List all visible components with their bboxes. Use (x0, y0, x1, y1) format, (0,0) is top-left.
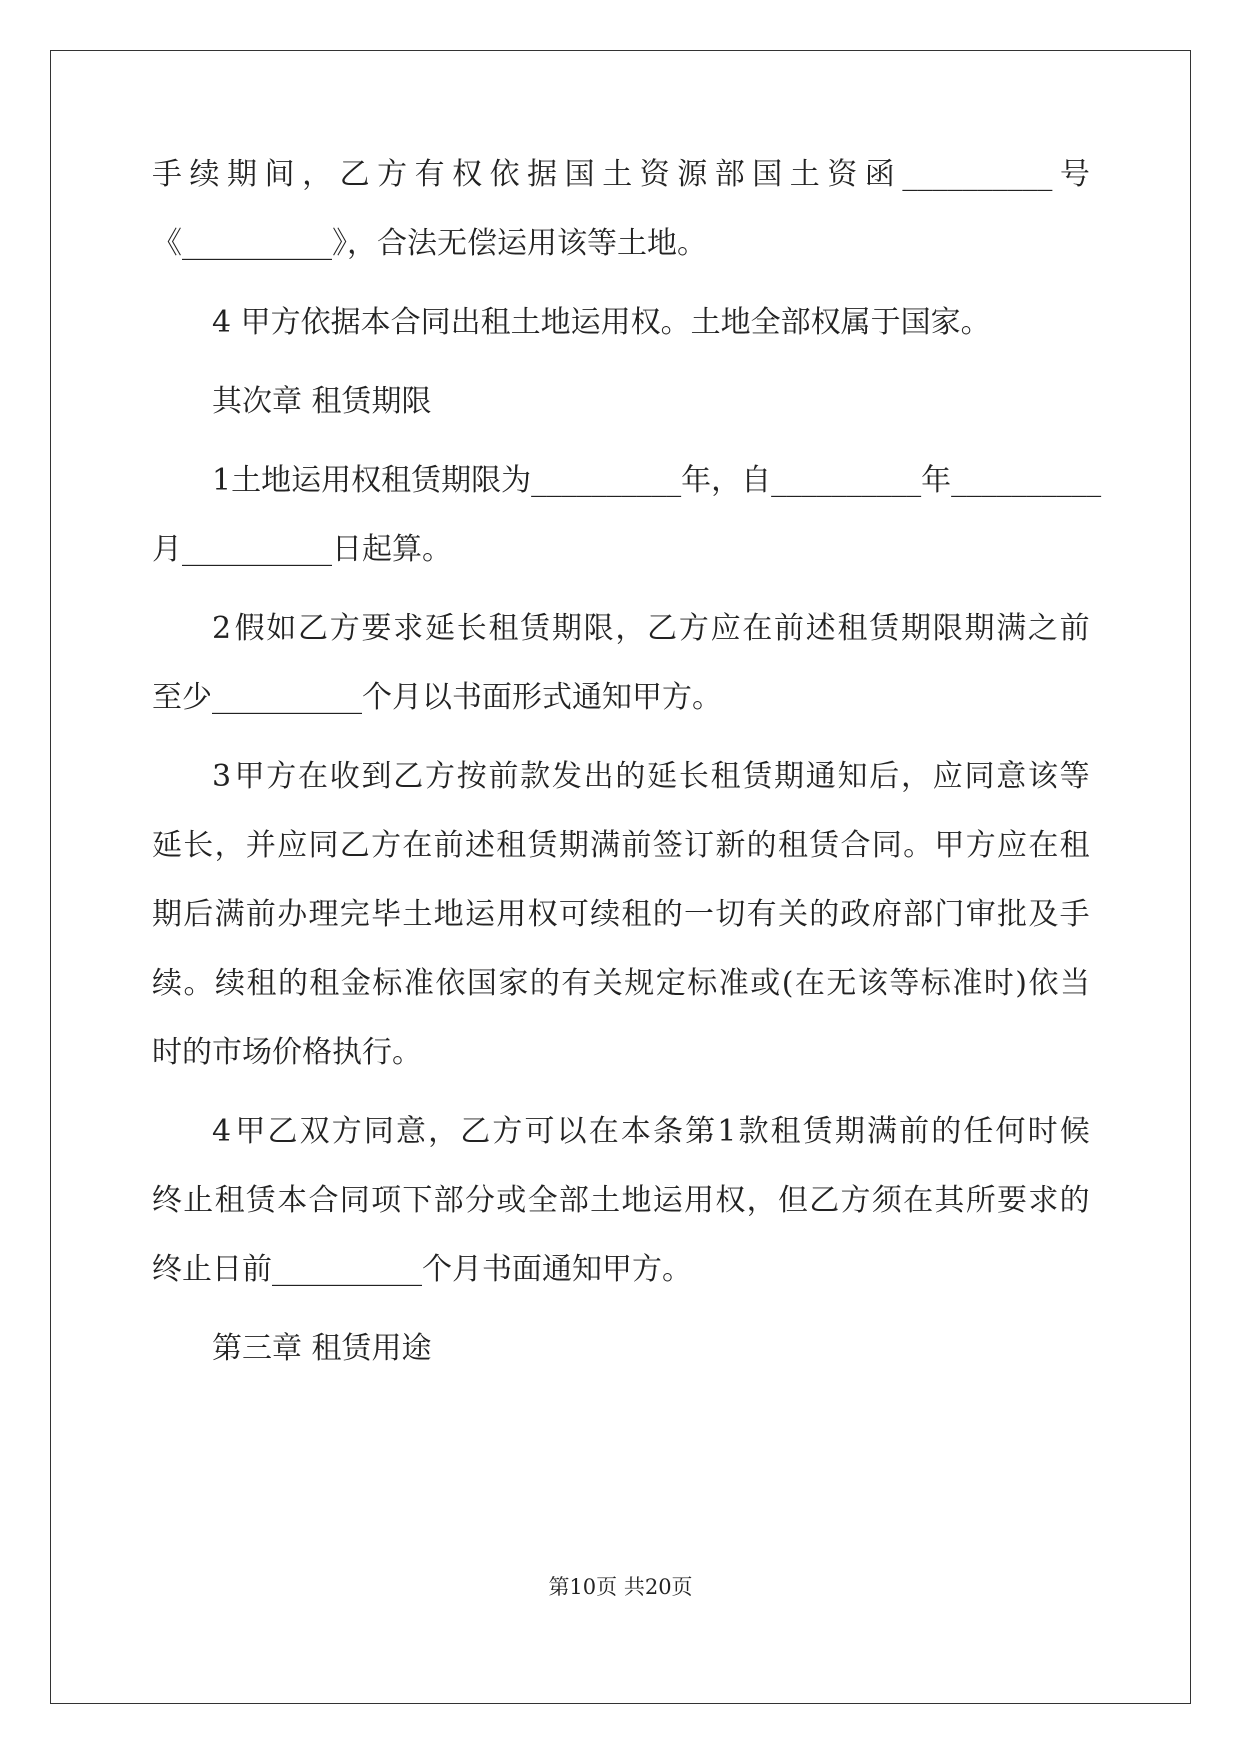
text-char: 用 (321, 463, 352, 498)
text-char: 甲 (234, 759, 265, 794)
text-char: 部 (714, 157, 745, 192)
text-char: 门 (934, 897, 965, 932)
text-char: 前 (245, 897, 276, 932)
text-line: 《__________》，合法无偿运用该等土地。 (152, 226, 707, 261)
text-char: 可 (558, 897, 589, 932)
text-char: 自 (741, 463, 772, 498)
text-char: 续 (152, 966, 182, 1001)
text-char: 权 (527, 897, 558, 932)
text-char: 据 (527, 157, 558, 192)
text-char: 租 (770, 1114, 801, 1149)
text-char: 。 (903, 828, 934, 863)
text-char: 期 (558, 828, 589, 863)
text-char: ) (1015, 966, 1027, 1001)
text-char: ， (711, 463, 742, 498)
text-char: 假 (234, 611, 265, 646)
text-char: 述 (464, 828, 495, 863)
text-char: 完 (339, 897, 370, 932)
text-char: 求 (393, 611, 424, 646)
text-char: 长 (183, 828, 214, 863)
text-char: 乙 (647, 611, 678, 646)
page-number-footer: 第10页 共20页 (548, 1575, 693, 1599)
text-char: 要 (997, 1183, 1028, 1218)
text-char: 租 (837, 611, 868, 646)
text-line (152, 895, 1090, 935)
text-char: 资 (639, 157, 670, 192)
text-char: 期 (774, 759, 805, 794)
text-char: 土 (789, 157, 820, 192)
text-char: 府 (871, 897, 902, 932)
text-char: 到 (361, 759, 392, 794)
text-char: 有 (746, 897, 777, 932)
text-char: 运 (291, 463, 322, 498)
text-char: 地 (621, 1183, 652, 1218)
text-char: 在 (1028, 828, 1059, 863)
text-char: 国 (466, 966, 497, 1001)
text-char: 当 (1059, 966, 1090, 1001)
text-char: 的 (1059, 1183, 1090, 1218)
text-char: ， (746, 1183, 777, 1218)
text-char: 限 (471, 463, 502, 498)
text-char: 地 (261, 463, 292, 498)
text-char: ， (302, 157, 333, 192)
text-char: 新 (715, 828, 746, 863)
text-char: 该 (1027, 759, 1058, 794)
text-char: __________ (531, 463, 682, 498)
text-char: 的 (615, 759, 646, 794)
text-char: 何 (995, 1114, 1026, 1149)
text-char: 赁 (527, 828, 558, 863)
text-char: 的 (746, 828, 777, 863)
text-char: 款 (520, 759, 551, 794)
text-char: 依 (489, 157, 520, 192)
text-line (152, 964, 1090, 1004)
text-char: 甲 (934, 828, 965, 863)
text-char: 满 (590, 828, 621, 863)
text-char: 前 (899, 1114, 930, 1149)
text-char: 函 (864, 157, 895, 192)
text-char: 应 (932, 759, 963, 794)
text-char: 运 (652, 1183, 683, 1218)
text-char: ， (428, 1114, 459, 1149)
text-char: 标 (372, 966, 403, 1001)
text-char: 标 (687, 966, 718, 1001)
text-char: 部 (433, 1183, 464, 1218)
text-char: 合 (840, 828, 871, 863)
text-char: 前 (1059, 611, 1090, 646)
text-char: 依 (1028, 966, 1059, 1001)
text-char: 赁 (742, 759, 773, 794)
text-char: 同 (363, 1114, 394, 1149)
text-char: 签 (652, 828, 683, 863)
text-char: 赁 (411, 463, 442, 498)
text-char: 部 (558, 1183, 589, 1218)
text-char: 等 (1059, 759, 1090, 794)
text-char: 有 (414, 157, 445, 192)
text-char: 期 (227, 157, 258, 192)
text-char: 方 (965, 828, 996, 863)
text-char: 规 (624, 966, 655, 1001)
text-char: 应 (997, 828, 1028, 863)
text-char: 理 (308, 897, 339, 932)
text-char: 切 (715, 897, 746, 932)
text-char: ， (615, 611, 646, 646)
text-char: 在 (588, 1114, 619, 1149)
text-char: 后 (183, 897, 214, 932)
text-char: 方 (266, 759, 297, 794)
text-char: 终 (152, 1183, 182, 1218)
text-char: 家 (498, 966, 529, 1001)
text-char: 同 (339, 1183, 370, 1218)
text-char: 的 (931, 1114, 962, 1149)
text-char: 赁 (802, 1114, 833, 1149)
text-char: 方 (331, 1114, 362, 1149)
text-char: 通 (805, 759, 836, 794)
text-char: 或 (750, 966, 781, 1001)
text-line: 时的市场价格执行。 (152, 1035, 422, 1070)
text-char: 赁 (520, 611, 551, 646)
text-char: 年 (921, 463, 952, 498)
text-char: 延 (152, 828, 182, 863)
text-char: 用 (496, 897, 527, 932)
text-char: 长 (678, 759, 709, 794)
text-char: 租 (246, 966, 277, 1001)
text-line: 终止日前__________个月书面通知甲方。 (152, 1252, 692, 1287)
text-char: 但 (777, 1183, 808, 1218)
chapter-heading: 其次章 租赁期限 (212, 384, 432, 419)
text-char: 标 (920, 966, 951, 1001)
text-char: 的 (809, 897, 840, 932)
page-border (50, 50, 1191, 1704)
text-char: 前 (621, 828, 652, 863)
text-char: 权 (452, 157, 483, 192)
text-char: 之 (1027, 611, 1058, 646)
text-char: 发 (551, 759, 582, 794)
text-char: 乙 (339, 157, 370, 192)
text-char: 租 (488, 611, 519, 646)
text-char: 其 (934, 1183, 965, 1218)
text-char: 土 (590, 1183, 621, 1218)
text-char: 本 (620, 1114, 651, 1149)
text-char: 土 (231, 463, 262, 498)
text-char: 乙 (460, 1114, 491, 1149)
text-char: 赁 (809, 828, 840, 863)
text-char: 延 (424, 611, 455, 646)
text-char: __________ (902, 157, 1053, 192)
text-char: 所 (965, 1183, 996, 1218)
text-char: 4 (212, 1114, 232, 1149)
text-char: 租 (309, 966, 340, 1001)
text-char: 甲 (235, 1114, 266, 1149)
text-line: 4 甲方依据本合同出租土地运用权。土地全部权属于国家。 (212, 305, 991, 340)
text-char: 运 (464, 897, 495, 932)
text-char: 租 (496, 828, 527, 863)
text-line (152, 826, 1090, 866)
text-char: 要 (361, 611, 392, 646)
text-char: 方 (678, 611, 709, 646)
text-char: 款 (738, 1114, 769, 1149)
text-char: 关 (592, 966, 623, 1001)
text-char: 任 (963, 1114, 994, 1149)
text-char: 乙 (393, 759, 424, 794)
text-char: 分 (464, 1183, 495, 1218)
text-char: 止 (183, 1183, 214, 1218)
text-char: 土 (402, 897, 433, 932)
text-char: 续 (189, 157, 220, 192)
text-char: 同 (308, 828, 339, 863)
text-char: 的 (652, 897, 683, 932)
text-char: 租 (214, 1183, 245, 1218)
text-char: __________ (771, 463, 922, 498)
text-char: 办 (277, 897, 308, 932)
text-char: 满 (996, 611, 1027, 646)
text-char: 用 (684, 1183, 715, 1218)
text-char: 续 (214, 966, 245, 1001)
text-char: 述 (805, 611, 836, 646)
text-line (212, 461, 1102, 501)
text-char: 地 (433, 897, 464, 932)
text-char: 长 (456, 611, 487, 646)
text-char: 方 (329, 611, 360, 646)
text-char: 期 (152, 897, 182, 932)
text-char: 1 (717, 1114, 737, 1149)
text-char: 赁 (245, 1183, 276, 1218)
text-line (212, 757, 1090, 797)
text-char: 土 (602, 157, 633, 192)
text-char: 满 (214, 897, 245, 932)
text-char: 3 (212, 759, 232, 794)
text-char: 收 (329, 759, 360, 794)
text-char: 意 (996, 759, 1027, 794)
text-char: 条 (652, 1114, 683, 1149)
text-char: 方 (424, 759, 455, 794)
text-char: 候 (1059, 1114, 1090, 1149)
text-char: 续 (590, 897, 621, 932)
text-char: 国 (564, 157, 595, 192)
text-char: 部 (903, 897, 934, 932)
text-char: 在 (402, 828, 433, 863)
text-char: 如 (266, 611, 297, 646)
text-line (212, 1112, 1090, 1152)
text-char: 前 (774, 611, 805, 646)
text-char: 2 (212, 611, 232, 646)
text-char: 金 (340, 966, 371, 1001)
text-char: 依 (435, 966, 466, 1001)
text-char: 号 (1059, 157, 1090, 192)
text-char: 期 (441, 463, 472, 498)
text-char: 合 (308, 1183, 339, 1218)
text-char: 及 (1028, 897, 1059, 932)
text-char: 订 (684, 828, 715, 863)
text-char: 前 (433, 828, 464, 863)
text-char: 资 (827, 157, 858, 192)
text-char: 前 (488, 759, 519, 794)
text-char: 间 (264, 157, 295, 192)
text-char: 手 (1059, 897, 1090, 932)
text-char: 定 (655, 966, 686, 1001)
text-char: 下 (402, 1183, 433, 1218)
text-char: 。 (183, 966, 214, 1001)
text-char: 期 (834, 1114, 865, 1149)
text-char: 审 (965, 897, 996, 932)
text-char: 期 (900, 611, 931, 646)
text-char: 乙 (267, 1114, 298, 1149)
text-char: 关 (777, 897, 808, 932)
text-char: 应 (710, 611, 741, 646)
text-char: 期 (551, 611, 582, 646)
text-char: 可 (524, 1114, 555, 1149)
text-char: 在 (794, 966, 825, 1001)
text-char: 方 (371, 828, 402, 863)
text-char: 毕 (371, 897, 402, 932)
text-char: 租 (621, 897, 652, 932)
text-char: ， (900, 759, 931, 794)
text-line: 月__________日起算。 (152, 532, 452, 567)
text-char: 乙 (298, 611, 329, 646)
text-line (152, 1181, 1090, 1221)
text-char: 的 (277, 966, 308, 1001)
text-char: 有 (561, 966, 592, 1001)
text-char: 第 (685, 1114, 716, 1149)
text-char: 准 (952, 966, 983, 1001)
text-char: 求 (1028, 1183, 1059, 1218)
text-char: 同 (871, 828, 902, 863)
text-char: 权 (351, 463, 382, 498)
text-char: 手 (152, 157, 182, 192)
text-char: 并 (245, 828, 276, 863)
text-char: 的 (529, 966, 560, 1001)
text-char: 方 (840, 1183, 871, 1218)
text-char: 方 (377, 157, 408, 192)
text-char: 出 (583, 759, 614, 794)
text-line (212, 609, 1090, 649)
text-char: 方 (492, 1114, 523, 1149)
text-char: 乙 (809, 1183, 840, 1218)
text-char: 意 (395, 1114, 426, 1149)
text-char: 等 (889, 966, 920, 1001)
text-char: 源 (677, 157, 708, 192)
text-char: 批 (997, 897, 1028, 932)
text-char: 满 (866, 1114, 897, 1149)
text-char: 或 (496, 1183, 527, 1218)
text-char: 准 (718, 966, 749, 1001)
text-char: 按 (456, 759, 487, 794)
text-char: 准 (403, 966, 434, 1001)
text-char: 项 (371, 1183, 402, 1218)
text-char: 须 (871, 1183, 902, 1218)
text-char: 乙 (339, 828, 370, 863)
text-char: 后 (869, 759, 900, 794)
text-char: __________ (951, 463, 1102, 498)
text-char: ， (214, 828, 245, 863)
text-char: 双 (299, 1114, 330, 1149)
text-char: 在 (742, 611, 773, 646)
text-char: 限 (932, 611, 963, 646)
text-char: 限 (583, 611, 614, 646)
text-char: 租 (1059, 828, 1090, 863)
text-char: 年 (681, 463, 712, 498)
text-char: 1 (212, 463, 232, 498)
text-char: 为 (501, 463, 532, 498)
text-char: 无 (826, 966, 857, 1001)
text-char: 以 (556, 1114, 587, 1149)
text-char: 一 (684, 897, 715, 932)
text-char: 租 (777, 828, 808, 863)
text-char: 在 (903, 1183, 934, 1218)
text-char: 同 (964, 759, 995, 794)
text-char: 应 (277, 828, 308, 863)
chapter-heading: 第三章 租赁用途 (212, 1331, 432, 1366)
text-line (152, 155, 1090, 195)
text-char: 赁 (869, 611, 900, 646)
text-char: 全 (527, 1183, 558, 1218)
text-char: 政 (840, 897, 871, 932)
text-char: ( (781, 966, 794, 1001)
text-char: 权 (715, 1183, 746, 1218)
text-char: 期 (964, 611, 995, 646)
text-char: 国 (752, 157, 783, 192)
text-char: 知 (837, 759, 868, 794)
text-char: 时 (1027, 1114, 1058, 1149)
text-char: 时 (983, 966, 1014, 1001)
text-char: 租 (381, 463, 412, 498)
text-char: 在 (298, 759, 329, 794)
text-line: 至少__________个月以书面形式通知甲方。 (152, 680, 722, 715)
text-char: 租 (710, 759, 741, 794)
text-char: 延 (647, 759, 678, 794)
text-char: 该 (857, 966, 888, 1001)
text-char: 本 (277, 1183, 308, 1218)
